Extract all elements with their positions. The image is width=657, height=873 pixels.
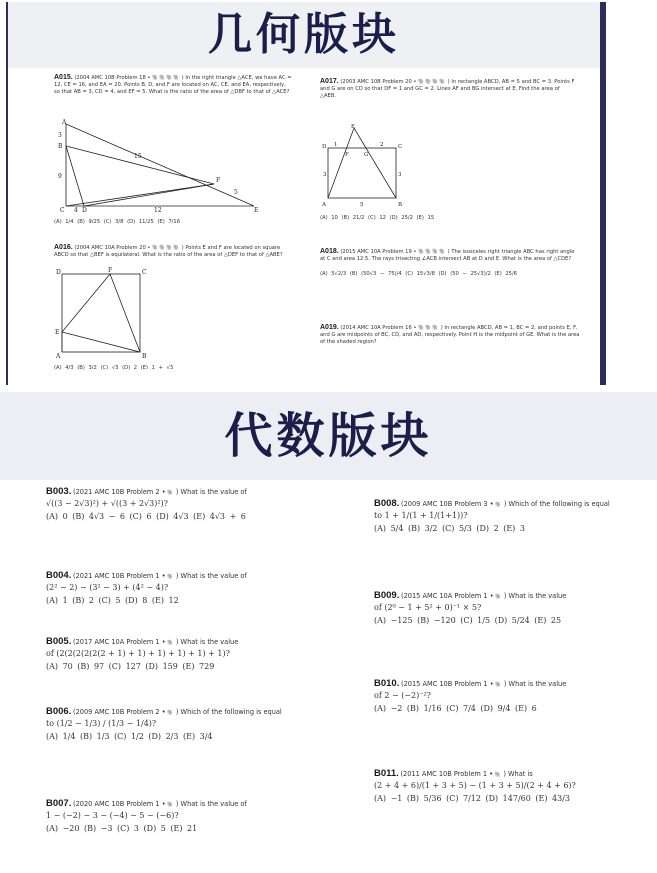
- problem-a016-options: [54, 362, 292, 372]
- algebra-title: 代数版块: [224, 408, 433, 464]
- problem-id: B004.: [46, 570, 72, 581]
- label-a: A: [322, 202, 326, 208]
- problem-a016: [54, 244, 292, 259]
- problem-expression: √((3 − 2√3)²) + √((3 + 2√3)²)?: [46, 499, 168, 508]
- problem-id: A018.: [320, 248, 339, 255]
- problem-source: (2004 AMC 10A Problem 20 •: [74, 245, 151, 251]
- problem-text: ) What is the value: [175, 638, 239, 646]
- label-e: E: [254, 207, 259, 214]
- problem-a018: [320, 248, 580, 278]
- problem-text: ) In rectangle ABCD, AB = 1, BC = 2, and points E, F, and G are midpoints of BC, CD, and AD, respectively. Point H is the midpoint of GE. What is the area of the shaded region?: [320, 325, 580, 345]
- answer-options: (A) 1/4 (B) 9/25 (C) 3/8 (D) 11/25 (E) 7/16: [54, 219, 181, 225]
- label-b: B: [398, 202, 403, 208]
- problem-source: (2014 AMC 10A Problem 16 •: [340, 325, 417, 331]
- label-2: 2: [380, 142, 384, 148]
- problem-id: A016.: [54, 244, 73, 251]
- geometry-panel: [6, 2, 606, 385]
- problem-b005: [46, 638, 346, 670]
- label-5: 5: [234, 189, 238, 196]
- label-d: D: [56, 269, 61, 276]
- problem-source: (2021 AMC 10B Problem 2 •: [73, 488, 166, 496]
- problem-source: (2017 AMC 10A Problem 1 •: [73, 638, 166, 646]
- problem-expression: (2 + 4 + 6)/(1 + 3 + 5) − (1 + 3 + 5)/(2 + 4 + 6)?: [374, 781, 576, 790]
- label-d: D: [322, 144, 327, 150]
- problem-text: ) What is the value of: [175, 488, 247, 496]
- problem-source: (2015 AMC 10B Problem 1 •: [401, 680, 494, 688]
- problem-source: (2009 AMC 10B Problem 2 •: [73, 708, 166, 716]
- problem-b006: [46, 708, 346, 740]
- difficulty-stars: 🐘: [167, 802, 175, 808]
- problem-id: B003.: [46, 486, 72, 497]
- problem-id: B005.: [46, 636, 72, 647]
- problem-source: (2003 AMC 10B Problem 20 •: [340, 79, 417, 85]
- problem-expression: (2² − 2) − (3² − 3) + (4² − 4)?: [46, 583, 169, 592]
- difficulty-stars: 🐘: [167, 710, 175, 716]
- label-b: B: [58, 143, 63, 150]
- difficulty-stars: 🐘: [495, 594, 503, 600]
- figure-a015: [54, 119, 264, 214]
- answer-options: (A) −20 (B) −3 (C) 3 (D) 5 (E) 21: [46, 824, 198, 833]
- problem-text: ) The isosceles right triangle ABC has right angle at C and area 12.5. The rays trisecting ∠ACB intersect AB at D and E. What is the area of △CDE?: [320, 249, 575, 262]
- algebra-banner: [0, 392, 657, 480]
- problem-text: ) Points E and F are located on square ABCD so that △BEF is equilateral. What is the ratio of the area of △DEF to that of △ABE?: [54, 245, 283, 258]
- label-15: 15: [134, 153, 142, 160]
- problem-id: B008.: [374, 498, 400, 509]
- geometry-banner: [8, 2, 600, 68]
- problem-id: A019.: [320, 324, 339, 331]
- problem-text: ) What is the value of: [175, 572, 247, 580]
- answer-options: (A) 1 (B) 2 (C) 5 (D) 8 (E) 12: [46, 596, 179, 605]
- label-5: 5: [360, 202, 364, 208]
- label-b: B: [142, 353, 147, 360]
- label-a: A: [62, 119, 67, 126]
- problem-text: ) Which of the following is equal: [503, 500, 610, 508]
- answer-options: (A) 70 (B) 97 (C) 127 (D) 159 (E) 729: [46, 662, 215, 671]
- difficulty-stars: 🐘: [167, 490, 175, 496]
- label-f: F: [216, 177, 221, 184]
- label-d: D: [82, 207, 87, 214]
- figure-a016: [52, 268, 192, 358]
- problem-b007: [46, 800, 346, 832]
- problem-source: (2011 AMC 10B Problem 1 •: [400, 770, 494, 778]
- problem-expression: to 1 + 1/(1 + 1/(1+1))?: [374, 511, 468, 520]
- problem-a015: [54, 74, 292, 96]
- label-3-left: 3: [323, 172, 327, 178]
- problem-source: (2020 AMC 10B Problem 1 •: [73, 800, 166, 808]
- problem-text: ) What is: [503, 770, 533, 778]
- problem-expression: of 2 − (−2)⁻²?: [374, 691, 431, 700]
- answer-options: (A) −125 (B) −120 (C) 1/5 (D) 5/24 (E) 25: [374, 616, 562, 625]
- problem-a015-options: [54, 216, 292, 226]
- problem-id: A017.: [320, 78, 339, 85]
- label-f: F: [108, 267, 113, 274]
- difficulty-stars: 🐘🐘🐘🐘: [152, 75, 180, 81]
- problem-a019: [320, 324, 580, 346]
- answer-options: (A) −1 (B) 5/36 (C) 7/12 (D) 147/60 (E) 43/3: [374, 794, 570, 803]
- problem-expression: 1 − (−2) − 3 − (−4) − 5 − (−6)?: [46, 811, 179, 820]
- problem-source: (2004 AMC 10B Problem 18 •: [74, 75, 151, 81]
- difficulty-stars: 🐘: [494, 772, 502, 778]
- label-a: A: [56, 353, 61, 360]
- figure-a017: [320, 124, 410, 208]
- label-g: G: [364, 152, 369, 158]
- answer-options: (A) 1/4 (B) 1/3 (C) 1/2 (D) 2/3 (E) 3/4: [46, 732, 213, 741]
- label-3-right: 3: [398, 172, 402, 178]
- label-4: 4: [74, 207, 78, 214]
- problem-text: ) What is the value of: [175, 800, 247, 808]
- problem-source: (2009 AMC 10B Problem 3 •: [401, 500, 494, 508]
- label-c: C: [142, 269, 147, 276]
- problem-source: (2021 AMC 10B Problem 1 •: [73, 572, 166, 580]
- problem-id: B010.: [374, 678, 400, 689]
- answer-options: (A) 4/3 (B) 3/2 (C) √3 (D) 2 (E) 1 + √3: [54, 365, 174, 371]
- difficulty-stars: 🐘: [167, 574, 175, 580]
- label-9: 9: [58, 173, 62, 180]
- problem-a017: [320, 78, 576, 100]
- problem-expression: of (2⁰ − 1 + 5² + 0)⁻¹ × 5?: [374, 603, 482, 612]
- answer-options: (A) 10 (B) 21/2 (C) 12 (D) 25/2 (E) 15: [320, 215, 435, 221]
- problem-id: B011.: [374, 768, 399, 779]
- problem-text: ) Which of the following is equal: [175, 708, 282, 716]
- difficulty-stars: 🐘: [495, 682, 503, 688]
- problem-b008: [374, 500, 652, 532]
- problem-id: B007.: [46, 798, 72, 809]
- label-c: C: [60, 207, 65, 214]
- problem-expression: to (1/2 − 1/3) / (1/3 − 1/4)?: [46, 719, 157, 728]
- algebra-panel: [0, 392, 657, 870]
- label-1: 1: [334, 142, 338, 148]
- label-c: C: [398, 144, 403, 150]
- label-3: 3: [58, 132, 62, 139]
- difficulty-stars: 🐘🐘🐘: [418, 325, 440, 331]
- difficulty-stars: 🐘: [167, 640, 175, 646]
- problem-source: (2015 AMC 10A Problem 1 •: [401, 592, 494, 600]
- problem-text: ) What is the value: [503, 680, 567, 688]
- difficulty-stars: 🐘🐘🐘🐘: [418, 79, 446, 85]
- problem-expression: of (2(2(2(2(2(2 + 1) + 1) + 1) + 1) + 1) + 1)?: [46, 649, 230, 658]
- answer-options: (A) 5√2/3 (B) (50√3 − 75)/4 (C) 15√3/8 (D) (50 − 25√3)/2 (E) 25/6: [320, 271, 518, 277]
- geometry-title: 几何版块: [208, 9, 400, 60]
- problem-b011: [374, 770, 652, 802]
- label-f: F: [345, 152, 349, 158]
- problem-id: B006.: [46, 706, 72, 717]
- problem-text: ) In rectangle ABCD, AB = 5 and BC = 3. Points F and G are on CD so that DF = 1 and GC = 2. Lines AF and BG intersect at E. Find the area of △AEB.: [320, 79, 575, 99]
- label-e: E: [351, 124, 356, 130]
- problem-b010: [374, 680, 652, 712]
- problem-b004: [46, 572, 346, 604]
- difficulty-stars: 🐘🐘🐘🐘: [418, 249, 446, 255]
- label-e: E: [55, 329, 60, 336]
- label-12: 12: [154, 207, 162, 214]
- problem-id: A015.: [54, 74, 73, 81]
- problem-source: (2015 AMC 10A Problem 19 •: [340, 249, 417, 255]
- answer-options: (A) −2 (B) 1/16 (C) 7/4 (D) 9/4 (E) 6: [374, 704, 537, 713]
- problem-id: B009.: [374, 590, 400, 601]
- problem-text: ) What is the value: [503, 592, 567, 600]
- difficulty-stars: 🐘🐘🐘🐘: [152, 245, 180, 251]
- answer-options: (A) 0 (B) 4√3 − 6 (C) 6 (D) 4√3 (E) 4√3 + 6: [46, 512, 246, 521]
- problem-a017-options: [320, 212, 576, 222]
- algebra-sheet: [4, 480, 654, 868]
- problem-b003: [46, 488, 346, 520]
- geometry-sheet: [48, 68, 600, 385]
- difficulty-stars: 🐘: [495, 502, 503, 508]
- answer-options: (A) 5/4 (B) 3/2 (C) 5/3 (D) 2 (E) 3: [374, 524, 525, 533]
- problem-b009: [374, 592, 652, 624]
- problem-text: ) In the right triangle △ACE, we have AC = 12, CE = 16, and EA = 20. Points B, D, and F are located on AC, CE, and EA, respectively, so that AB = 3, CD = 4, and EF = 5. What is the ratio of the area of △DBF to that of △ACE?: [54, 75, 292, 95]
